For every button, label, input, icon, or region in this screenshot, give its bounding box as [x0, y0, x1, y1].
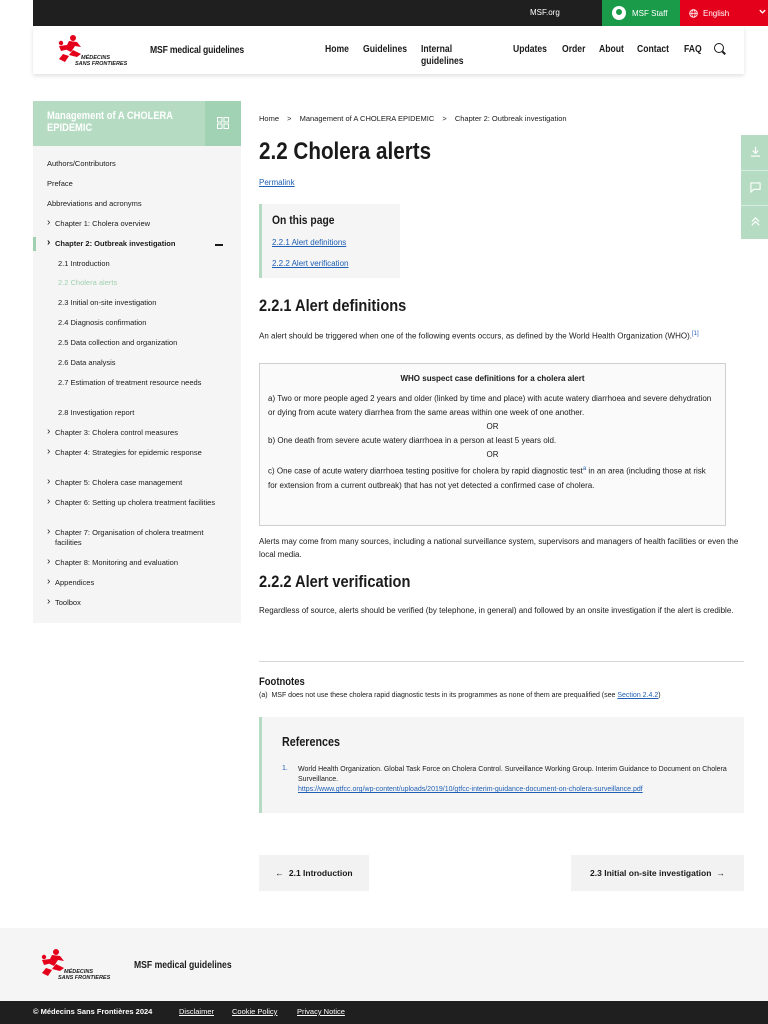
- footer-site-title[interactable]: MSF medical guidelines: [134, 959, 232, 971]
- top-utility-bar: [33, 0, 744, 26]
- on-this-page-box: [259, 204, 400, 278]
- who-definition-c: [268, 462, 717, 493]
- tools-divider: [741, 170, 768, 171]
- footnote-section-link[interactable]: Section 2.4.2: [617, 692, 659, 699]
- disclaimer-link[interactable]: Disclaimer: [179, 1007, 215, 1016]
- reference-1-url[interactable]: https://www.gtfcc.org/wp-content/uploads/2019/10/gtfcc-interim-guidance-document-on-cholera-surveillance.pdf: [298, 786, 643, 793]
- previous-page-label: 2.1 Introduction: [288, 868, 353, 878]
- sidebar-item-chapter-7[interactable]: › Chapter 7: Organisation of cholera treatment facilities: [47, 528, 217, 548]
- alerts-source-text: Alerts may come from many sources, including a national surveillance system, supervisors and managers of health facilities or even the local media.: [259, 537, 739, 559]
- reference-1: [298, 765, 728, 795]
- cookie-policy-link[interactable]: Cookie Policy: [232, 1007, 278, 1016]
- msf-org-link[interactable]: MSF.org: [530, 8, 560, 17]
- privacy-notice-link[interactable]: Privacy Notice: [297, 1007, 345, 1016]
- nav-faq[interactable]: FAQ: [684, 43, 702, 55]
- sidebar-item-chapter-6[interactable]: › Chapter 6: Setting up cholera treatment facilities: [47, 498, 217, 508]
- msf-staff-button[interactable]: [602, 0, 680, 26]
- footer-bottom-bar: [0, 1001, 768, 1024]
- reference-number: 1.: [282, 765, 288, 772]
- footnote-a-marker[interactable]: a: [582, 466, 587, 472]
- breadcrumb-home[interactable]: Home: [259, 114, 280, 123]
- msf-logo[interactable]: [51, 32, 131, 68]
- section-heading-alert-verification: 2.2.2 Alert verification: [259, 572, 411, 591]
- sidebar-item-2-7[interactable]: 2.7 Estimation of treatment resource needs: [58, 378, 202, 387]
- nav-guidelines[interactable]: Guidelines: [363, 43, 408, 55]
- nav-contact[interactable]: Contact: [637, 43, 670, 55]
- page-title: 2.2 Cholera alerts: [259, 138, 432, 165]
- sidebar-item-chapter-1[interactable]: › Chapter 1: Cholera overview: [47, 219, 217, 229]
- footnote-a-end: ): [658, 692, 661, 699]
- who-c-part-2: in an area (including those at risk for extension from a current outbreak) that has not yet detected a confirmed case of cholera.: [268, 466, 706, 490]
- breadcrumb-chapter[interactable]: Chapter 2: Outbreak investigation: [454, 114, 567, 123]
- breadcrumb: [259, 114, 573, 123]
- reference-1-link[interactable]: [1]: [691, 331, 699, 337]
- sidebar-item-2-2[interactable]: 2.2 Cholera alerts: [58, 278, 118, 287]
- scroll-top-icon[interactable]: [750, 216, 761, 227]
- sidebar-item-2-6[interactable]: 2.6 Data analysis: [58, 358, 116, 367]
- sidebar-item-2-8[interactable]: 2.8 Investigation report: [58, 408, 135, 417]
- sidebar-item-2-5[interactable]: 2.5 Data collection and organization: [58, 338, 178, 347]
- msf-staff-label: MSF Staff: [632, 8, 668, 18]
- nav-order[interactable]: Order: [562, 43, 586, 55]
- svg-text:MÉDECINS: MÉDECINS: [64, 969, 94, 975]
- svg-text:SANS FRONTIERES: SANS FRONTIERES: [58, 975, 111, 981]
- or-separator: OR: [486, 422, 499, 431]
- sidebar-item-authors[interactable]: Authors/Contributors: [47, 159, 116, 168]
- alert-definitions-body: An alert should be triggered when one of the following events occurs, as defined by the World Health Organization (WHO).: [259, 331, 692, 341]
- nav-home[interactable]: Home: [325, 43, 349, 55]
- msf-footer-logo[interactable]: [33, 946, 115, 982]
- globe-icon: [689, 9, 698, 18]
- floating-tools: [741, 135, 768, 239]
- sidebar-item-chapter-4[interactable]: › Chapter 4: Strategies for epidemic response: [47, 448, 217, 458]
- sidebar-item-preface[interactable]: Preface: [47, 179, 73, 188]
- on-this-page-title: On this page: [272, 213, 335, 227]
- site-title[interactable]: MSF medical guidelines: [150, 44, 245, 56]
- breadcrumb-section[interactable]: Management of A CHOLERA EPIDEMIC: [299, 114, 435, 123]
- onpage-link-alert-verification[interactable]: 2.2.2 Alert verification: [272, 259, 349, 268]
- footnotes-title: Footnotes: [259, 676, 305, 688]
- footnote-a-label: (a): [259, 692, 268, 699]
- who-definition-b: b) One death from severe acute watery diarrhoea in a person at least 5 years old.: [268, 436, 557, 445]
- alert-definitions-text: [259, 328, 744, 343]
- user-icon: [612, 6, 626, 20]
- svg-text:SANS FRONTIERES: SANS FRONTIERES: [75, 61, 128, 67]
- sidebar-item-2-3[interactable]: 2.3 Initial on-site investigation: [58, 298, 157, 307]
- language-selector[interactable]: [680, 0, 768, 26]
- alert-verification-text: Regardless of source, alerts should be verified (by telephone, in general) and followed by an onsite investigation if the alert is credible.: [259, 606, 734, 615]
- sidebar-item-chapter-3[interactable]: › Chapter 3: Cholera control measures: [47, 428, 217, 438]
- active-chapter-indicator: [33, 237, 36, 251]
- sidebar-title[interactable]: Management of A CHOLERA EPIDEMIC: [47, 110, 173, 134]
- language-label: English: [703, 8, 730, 18]
- site-header: [33, 26, 744, 74]
- who-definition-a: a) Two or more people aged 2 years and older (linked by time and place) with acute watery diarrhoea and severe dehydration or dying from acute watery diarrhea from the same areas within one week of one another.: [268, 394, 712, 417]
- download-icon[interactable]: [750, 146, 761, 157]
- who-box-title: WHO suspect case definitions for a cholera alert: [400, 374, 585, 383]
- references-title: References: [282, 735, 340, 749]
- footnote-a-text: MSF does not use these cholera rapid diagnostic tests in its programmes as none of them are prequalified (see: [271, 692, 618, 699]
- sidebar-item-toolbox[interactable]: › Toolbox: [47, 598, 217, 608]
- arrow-right-icon: →: [716, 868, 725, 878]
- collapse-icon[interactable]: [215, 244, 223, 246]
- nav-updates[interactable]: Updates: [513, 43, 547, 55]
- next-page-button[interactable]: [571, 855, 744, 891]
- breadcrumb-separator: >: [287, 114, 292, 123]
- section-heading-alert-definitions: 2.2.1 Alert definitions: [259, 296, 407, 315]
- chapter-sidebar: [33, 101, 241, 623]
- next-page-label: 2.3 Initial on-site investigation: [590, 868, 712, 878]
- sidebar-item-2-4[interactable]: 2.4 Diagnosis confirmation: [58, 318, 147, 327]
- comment-icon[interactable]: [750, 182, 761, 193]
- footnotes-divider: [259, 661, 744, 662]
- sidebar-item-chapter-8[interactable]: › Chapter 8: Monitoring and evaluation: [47, 558, 217, 568]
- onpage-link-alert-definitions[interactable]: 2.2.1 Alert definitions: [272, 238, 347, 247]
- sidebar-toggle-button[interactable]: [205, 101, 241, 146]
- previous-page-button[interactable]: [259, 855, 369, 891]
- permalink-link[interactable]: Permalink: [259, 178, 295, 187]
- nav-about[interactable]: About: [599, 43, 624, 55]
- who-c-part-1: c) One case of acute watery diarrhoea testing positive for cholera by rapid diagnostic test: [268, 466, 583, 476]
- site-footer: [0, 928, 768, 1001]
- svg-text:MÉDECINS: MÉDECINS: [81, 55, 111, 61]
- sidebar-item-2-1[interactable]: 2.1 Introduction: [58, 259, 110, 268]
- references-box: [259, 717, 744, 813]
- arrow-left-icon: ←: [275, 868, 284, 878]
- search-icon[interactable]: [714, 43, 724, 53]
- nav-internal-guidelines[interactable]: Internal guidelines: [421, 43, 464, 67]
- chevron-down-icon: [758, 7, 767, 16]
- sidebar-item-chapter-5[interactable]: › Chapter 5: Cholera case management: [47, 478, 217, 488]
- breadcrumb-separator: >: [442, 114, 447, 123]
- copyright: © Médecins Sans Frontières 2024: [33, 1007, 153, 1016]
- sidebar-item-chapter-2[interactable]: › Chapter 2: Outbreak investigation: [47, 239, 217, 249]
- sidebar-header: [33, 101, 241, 146]
- grid-icon: [217, 117, 229, 129]
- reference-1-text: World Health Organization. Global Task Force on Cholera Control. Surveillance Working Group. Interim Guidance to Document on Cholera Surveillance.: [298, 766, 727, 783]
- footnote-a: [259, 692, 661, 699]
- who-definitions-box: [259, 363, 726, 526]
- sidebar-item-abbreviations[interactable]: Abbreviations and acronyms: [47, 199, 142, 208]
- tools-divider: [741, 205, 768, 206]
- sidebar-item-appendices[interactable]: › Appendices: [47, 578, 217, 588]
- or-separator: OR: [486, 450, 499, 459]
